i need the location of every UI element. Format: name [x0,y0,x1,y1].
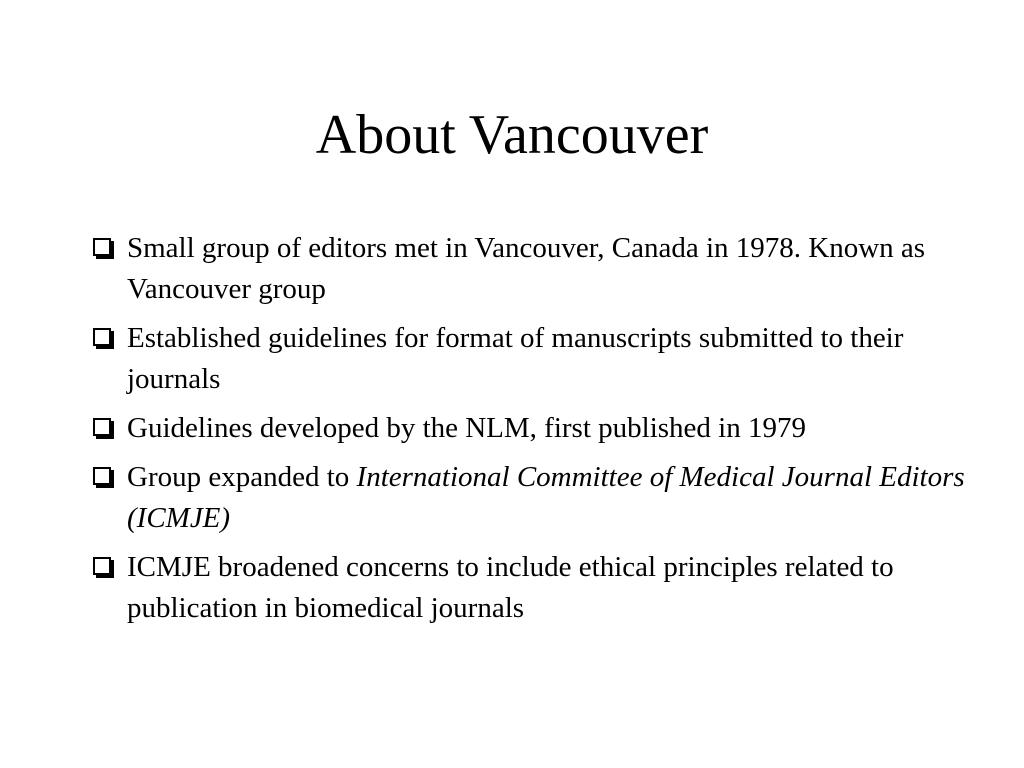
checkbox-square-icon [93,328,111,346]
bullet-text: Small group of editors met in Vancouver, Canada in 1978. Known as Vancouver group [127,232,926,305]
bullet-item [88,318,968,400]
checkbox-square-icon [93,238,111,256]
bullet-text: Guidelines developed by the NLM, first published in 1979 [127,412,806,444]
bullet-text-italic: International Committee of Medical Journal Editors (ICMJE) [127,461,965,534]
bullet-list [88,228,968,637]
bullet-item [88,228,968,310]
checkbox-square-icon [93,467,111,485]
bullet-text: Established guidelines for format of manuscripts submitted to their journals [127,322,904,395]
checkbox-square-icon [93,418,111,436]
bullet-text-prefix: Group expanded to [127,461,357,493]
checkbox-square-icon [93,557,111,575]
bullet-item [88,457,968,539]
bullet-item [88,408,968,449]
bullet-item [88,547,968,629]
slide-title: About Vancouver [315,104,709,166]
bullet-text: ICMJE broadened concerns to include ethical principles related to publication in biomedical journals [127,551,894,624]
